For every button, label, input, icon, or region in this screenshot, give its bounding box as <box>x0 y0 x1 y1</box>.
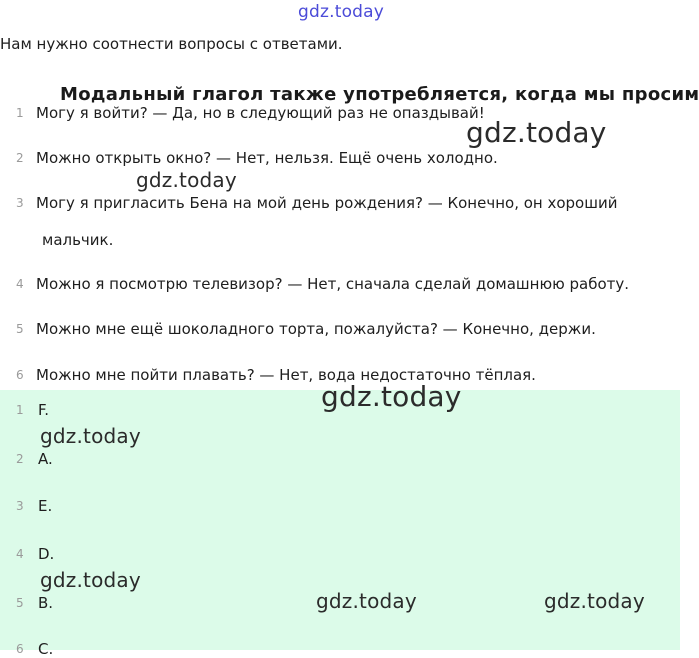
answer-number: 6 <box>16 642 24 656</box>
question-text-continued: мальчик. <box>42 231 114 249</box>
question-text: Могу я войти? — Да, но в следующий раз не опаздывай! <box>36 104 485 122</box>
answer-text: F. <box>38 401 49 419</box>
question-number: 5 <box>16 322 24 336</box>
answer-text: E. <box>38 497 53 515</box>
question-text: Можно мне ещё шоколадного торта, пожалуйста? — Конечно, держи. <box>36 320 596 338</box>
answer-text: C. <box>38 640 54 658</box>
watermark: gdz.today <box>321 380 462 413</box>
answer-number: 4 <box>16 547 24 561</box>
watermark: gdz.today <box>466 116 607 149</box>
answer-text: D. <box>38 545 55 563</box>
question-number: 4 <box>16 277 24 291</box>
intro-text: Нам нужно соотнести вопросы с ответами. <box>0 35 343 53</box>
answer-number: 1 <box>16 403 24 417</box>
watermark: gdz.today <box>40 424 141 448</box>
answer-text: A. <box>38 450 53 468</box>
watermark: gdz.today <box>544 589 645 613</box>
watermark-top: gdz.today <box>298 2 385 22</box>
question-number: 6 <box>16 368 24 382</box>
watermark: gdz.today <box>40 568 141 592</box>
answer-number: 2 <box>16 452 24 466</box>
partial-heading-text: Модальный глагол также употребляется, когда мы просим <box>60 84 699 105</box>
partial-heading <box>60 84 699 105</box>
watermark: gdz.today <box>316 589 417 613</box>
answer-number: 5 <box>16 596 24 610</box>
question-number: 1 <box>16 106 24 120</box>
question-text: Можно открыть окно? — Нет, нельзя. Ещё очень холодно. <box>36 149 498 167</box>
watermark: gdz.today <box>136 168 237 192</box>
question-text: Можно я посмотрю телевизор? — Нет, сначала сделай домашнюю работу. <box>36 275 630 293</box>
question-text: Можно мне пойти плавать? — Нет, вода недостаточно тёплая. <box>36 366 536 384</box>
question-text: Могу я пригласить Бена на мой день рождения? — Конечно, он хороший <box>36 194 618 212</box>
question-number: 2 <box>16 151 24 165</box>
answer-text: B. <box>38 594 54 612</box>
answer-number: 3 <box>16 499 24 513</box>
question-number: 3 <box>16 196 24 210</box>
